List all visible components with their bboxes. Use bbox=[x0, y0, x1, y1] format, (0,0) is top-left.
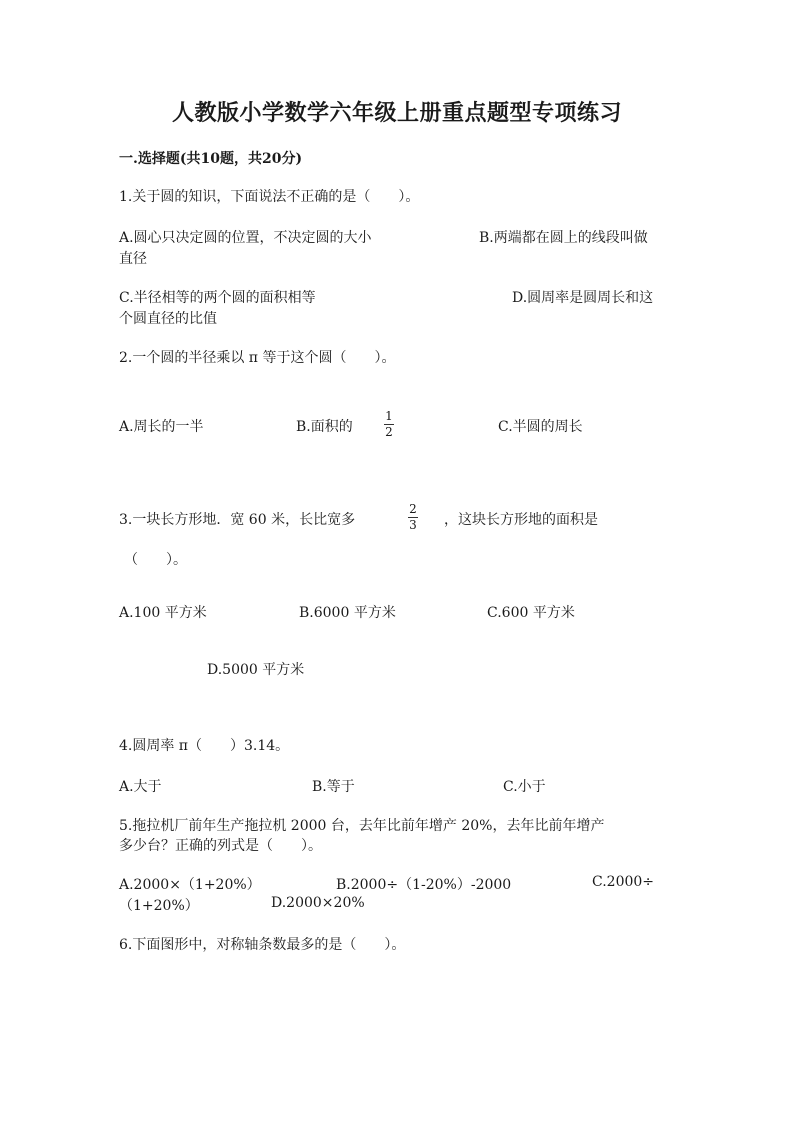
question-3-option-c: C.600 平方米 bbox=[487, 605, 575, 621]
question-2-option-a: A.周长的一半 bbox=[119, 419, 204, 435]
fraction-numerator: 2 bbox=[409, 502, 417, 516]
question-4-option-c: C.小于 bbox=[503, 779, 546, 795]
question-4-stem: 4.圆周率 π（ ）3.14。 bbox=[119, 738, 290, 754]
fraction-numerator: 1 bbox=[385, 409, 393, 423]
question-3-option-d: D.5000 平方米 bbox=[207, 662, 305, 678]
question-6-stem: 6.下面图形中，对称轴条数最多的是（ ）。 bbox=[119, 937, 406, 953]
fraction-denominator: 2 bbox=[385, 425, 393, 439]
question-1-option-c: C.半径相等的两个圆的面积相等 bbox=[119, 290, 316, 306]
question-3-fraction bbox=[408, 503, 418, 532]
question-1-option-b: B.两端都在圆上的线段叫做 bbox=[479, 230, 648, 246]
question-3-stem-line2: （ ）。 bbox=[124, 552, 187, 568]
question-2-option-c: C.半圆的周长 bbox=[498, 419, 583, 435]
question-2-option-b: B.面积的 bbox=[296, 419, 353, 435]
section-heading: 一.选择题(共10题，共20分) bbox=[119, 151, 303, 167]
question-3-stem: 3.一块长方形地．宽 60 米，长比宽多 bbox=[119, 512, 356, 528]
question-5-stem: 5.拖拉机厂前年生产拖拉机 2000 台，去年比前年增产 20%，去年比前年增产 bbox=[119, 818, 605, 834]
question-3-option-a: A.100 平方米 bbox=[119, 605, 207, 621]
question-5-stem-line2: 多少台？正确的列式是（ ）。 bbox=[119, 838, 322, 854]
question-5-option-d: D.2000×20% bbox=[271, 895, 365, 911]
question-5-option-b: B.2000÷（1-20%）-2000 bbox=[336, 877, 512, 893]
page-title: 人教版小学数学六年级上册重点题型专项练习 bbox=[171, 100, 622, 126]
question-5-option-a: A.2000×（1+20%） bbox=[119, 877, 261, 893]
question-1-option-b-cont: 直径 bbox=[119, 251, 147, 267]
fraction-denominator: 3 bbox=[409, 518, 417, 532]
question-4-option-a: A.大于 bbox=[119, 779, 162, 795]
question-2-stem: 2.一个圆的半径乘以 π 等于这个圆（ ）。 bbox=[119, 350, 396, 366]
question-3-option-b: B.6000 平方米 bbox=[299, 605, 396, 621]
question-5-option-c-cont: （1+20%） bbox=[119, 898, 199, 914]
question-4-option-b: B.等于 bbox=[312, 779, 355, 795]
question-3-stem-cont: ，这块长方形地的面积是 bbox=[444, 512, 598, 528]
question-1-option-d: D.圆周率是圆周长和这 bbox=[512, 290, 654, 306]
question-1-stem: 1.关于圆的知识，下面说法不正确的是（ ）。 bbox=[119, 189, 420, 205]
question-2-fraction bbox=[384, 410, 394, 439]
question-1-option-a: A.圆心只决定圆的位置，不决定圆的大小 bbox=[119, 230, 372, 246]
question-5-option-c: C.2000÷ bbox=[592, 874, 655, 890]
question-1-option-d-cont: 个圆直径的比值 bbox=[119, 311, 217, 327]
